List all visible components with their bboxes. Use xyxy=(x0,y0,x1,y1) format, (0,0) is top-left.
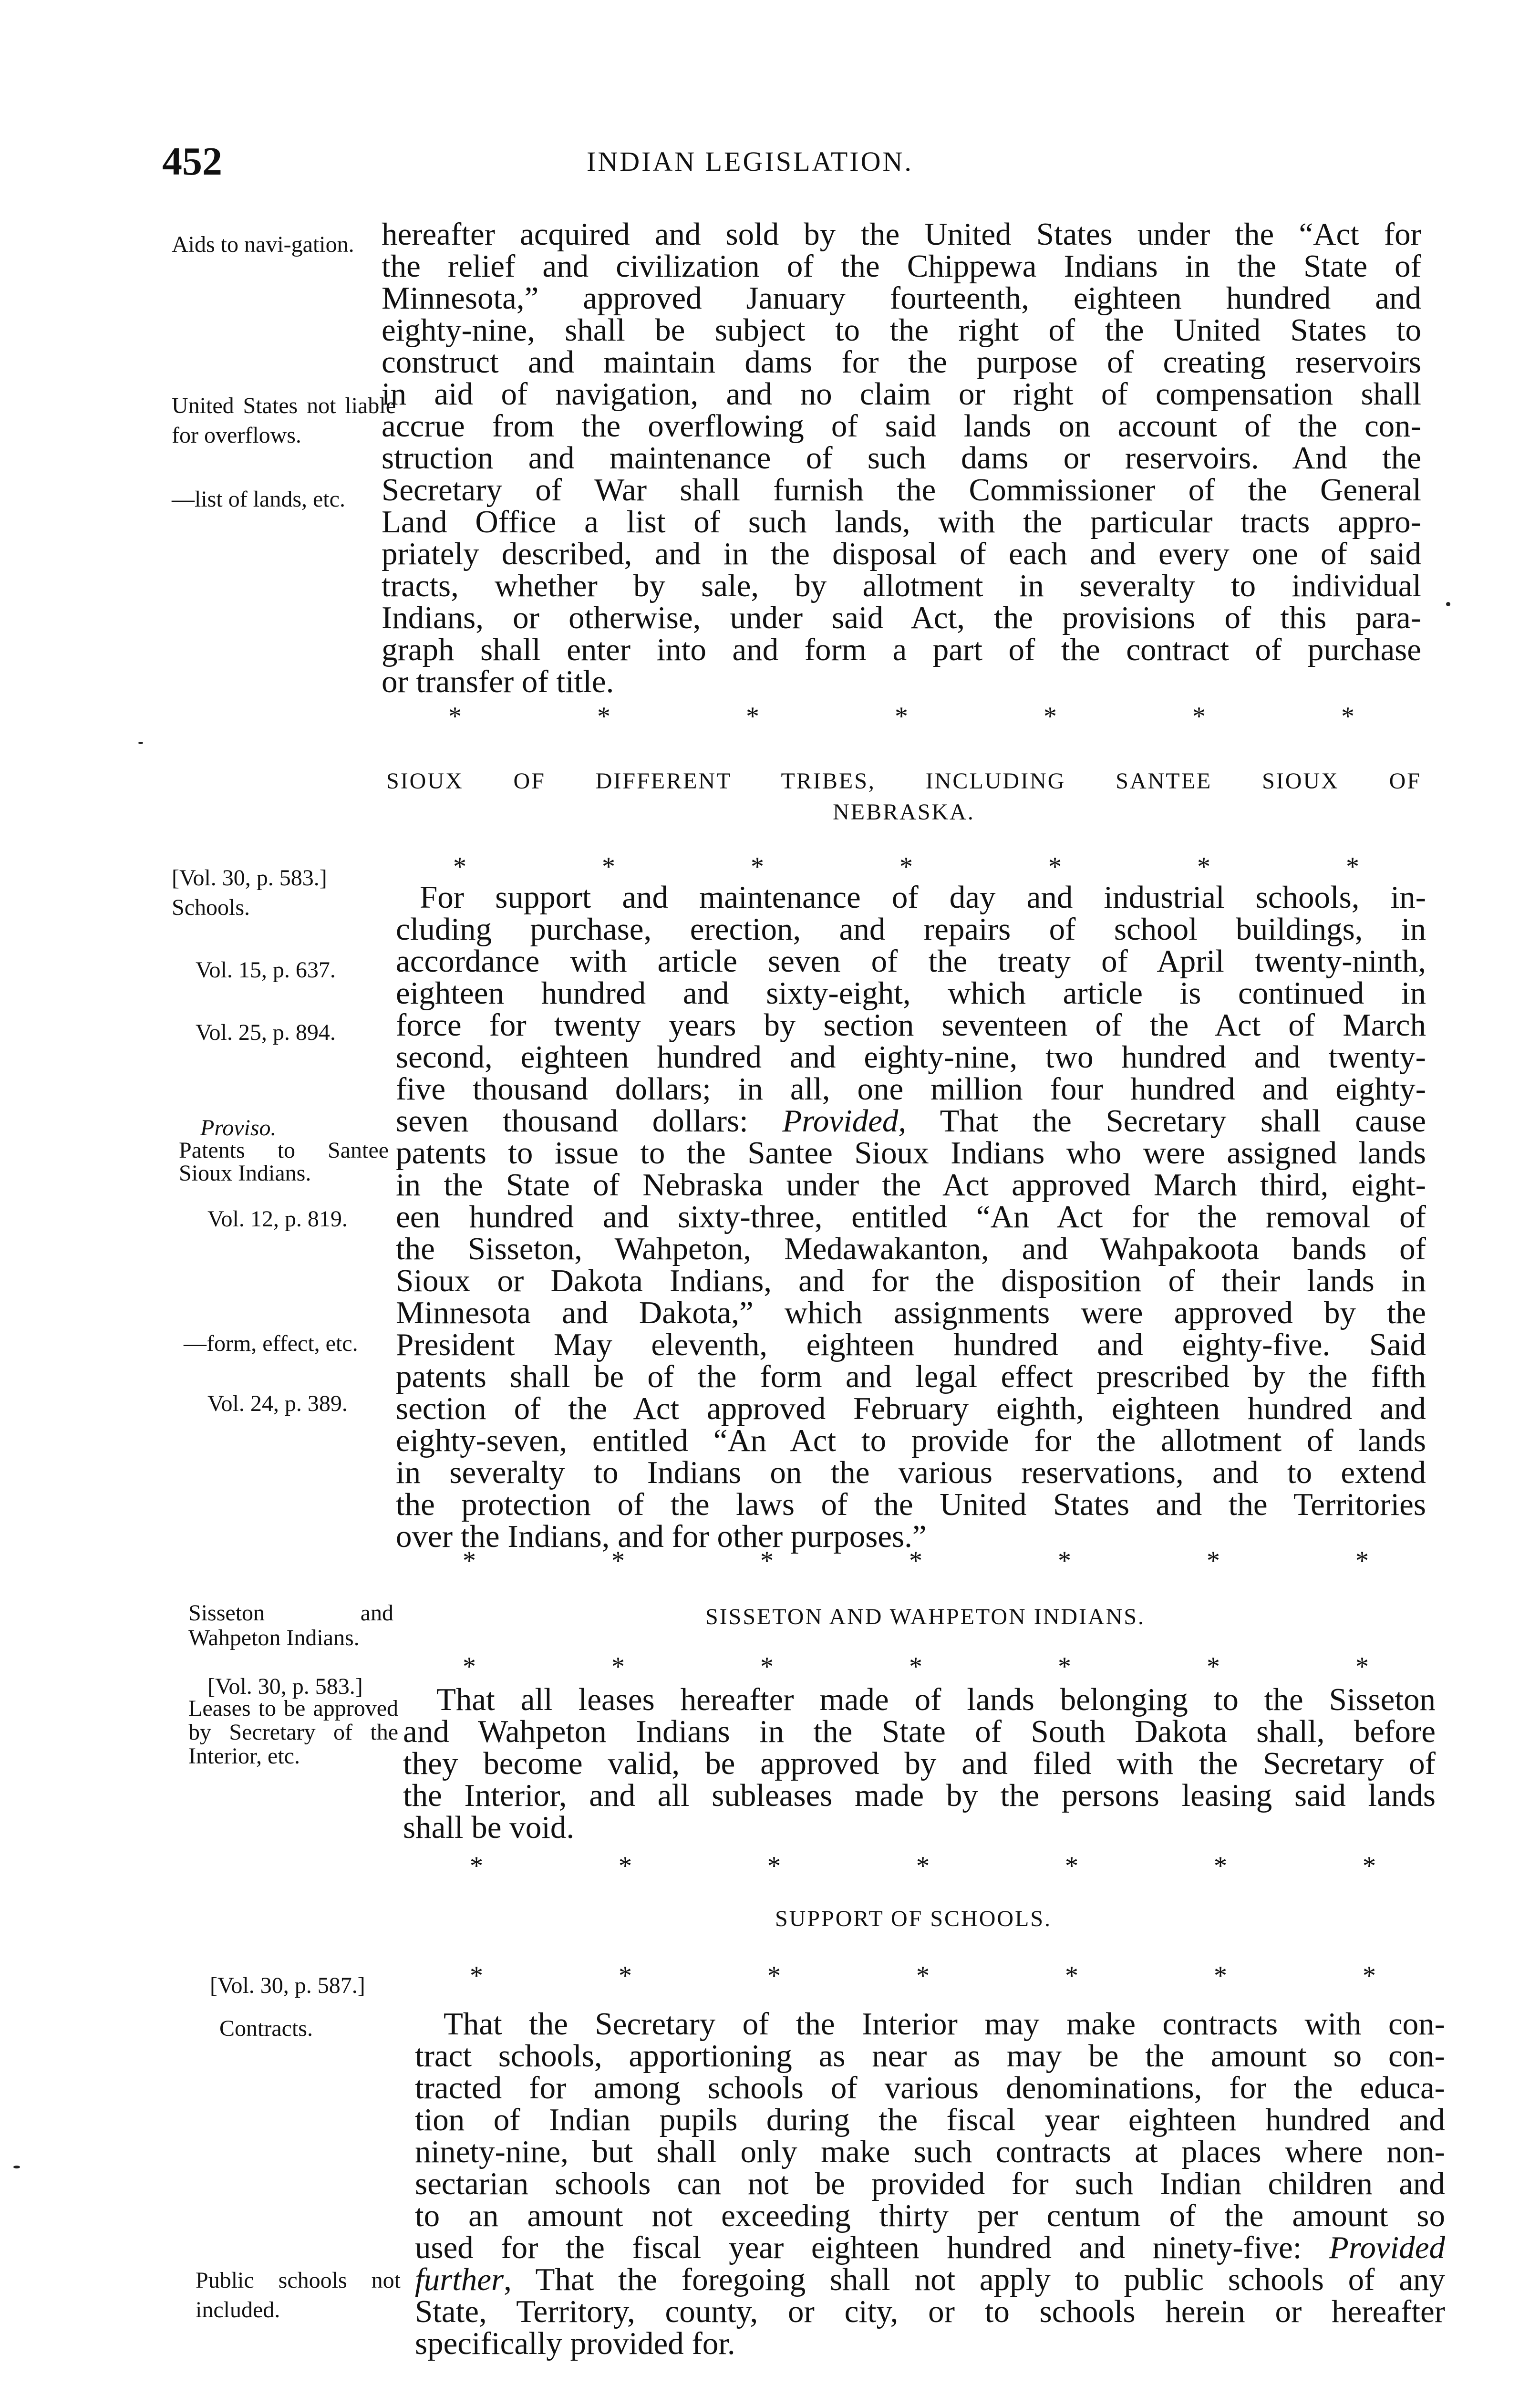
margin-note-vol-ref: [Vol. 30, p. 583.] xyxy=(172,865,327,891)
text-line: the protection of the laws of the United States and the Territories xyxy=(396,1487,1426,1522)
provided-italic: Provided xyxy=(1329,2230,1446,2265)
text-line: patents shall be of the form and legal effect prescribed by the fifth xyxy=(396,1359,1426,1394)
text-line: tracted for among schools of various denominations, for the educa- xyxy=(415,2070,1445,2105)
text-line: een hundred and sixty-three, entitled “An Act for the removal of xyxy=(396,1199,1426,1234)
text-line: Minnesota and Dakota,” which assignments were approved by the xyxy=(396,1295,1426,1330)
margin-note-not-liable: United States not liable for overflows. xyxy=(172,393,396,448)
text-line: to an amount not exceeding thirty per centum of the amount so xyxy=(415,2198,1445,2233)
text-line: force for twenty years by section seventeen of the Act of March xyxy=(396,1007,1426,1043)
text-line: in severalty to Indians on the various reservations, and to extend xyxy=(396,1455,1426,1490)
margin-note-form-effect: —form, effect, etc. xyxy=(184,1331,358,1356)
scan-speck xyxy=(13,2166,20,2168)
margin-note-leases: Leases to be approved by Secretary of the Interior, etc. xyxy=(188,1696,398,1769)
text-line: and Wahpeton Indians in the State of South Dakota shall, before xyxy=(403,1714,1436,1749)
page-number: 452 xyxy=(162,139,222,184)
text-line: second, eighteen hundred and eighty-nine, two hundred and twenty- xyxy=(396,1039,1426,1075)
text-line: shall be void. xyxy=(403,1810,575,1845)
text-line: eighteen hundred and sixty-eight, which article is continued in xyxy=(396,975,1426,1011)
text-line: tract schools, apportioning as near as may be the amount so con- xyxy=(415,2038,1445,2074)
paragraph-sioux-schools xyxy=(396,881,1426,1553)
text-line: they become valid, be approved by and filed with the Secretary of xyxy=(403,1746,1436,1781)
text-line: ninety-nine, but shall only make such contracts at places where non- xyxy=(415,2134,1445,2169)
text-line: Indians, or otherwise, under said Act, the provisions of this para- xyxy=(382,600,1421,635)
text-line: construct and maintain dams for the purpose of creating reservoirs xyxy=(382,344,1421,380)
scan-speck xyxy=(138,742,143,744)
text-line: in aid of navigation, and no claim or right of compensation shall xyxy=(382,376,1421,412)
text-line: eighty-seven, entitled “An Act to provide for the allotment of lands xyxy=(396,1423,1426,1458)
margin-note-vol-12: Vol. 12, p. 819. xyxy=(207,1206,348,1232)
text-line: or transfer of title. xyxy=(382,664,614,699)
text-line: accrue from the overflowing of said lands on account of the con- xyxy=(382,408,1421,444)
text-line: patents to issue to the Santee Sioux Indians who were assigned lands xyxy=(396,1135,1426,1171)
margin-note-vol-ref: [Vol. 30, p. 587.] xyxy=(210,1973,365,1998)
text-line: priately described, and in the disposal of each and every one of said xyxy=(382,536,1421,571)
margin-note-vol-25: Vol. 25, p. 894. xyxy=(196,1020,336,1045)
text-fragment: used for the fiscal year eighteen hundred and ninety-five: xyxy=(415,2230,1302,2265)
section-heading-sioux-line2: NEBRASKA. xyxy=(833,799,975,825)
paragraph-contract-schools xyxy=(415,2008,1445,2360)
margin-note-public-schools: Public schools not included. xyxy=(196,2268,401,2323)
provided-italic: Provided, xyxy=(782,1103,907,1139)
margin-note-contracts: Contracts. xyxy=(219,2016,313,2041)
running-head: INDIAN LEGISLATION. xyxy=(587,146,913,177)
ellipsis-stars: * * * * * * * xyxy=(470,1961,1376,1991)
ellipsis-stars: * * * * * * * xyxy=(448,702,1354,731)
margin-note-vol-15: Vol. 15, p. 637. xyxy=(196,957,336,983)
text-line: Secretary of War shall furnish the Commissioner of the General xyxy=(382,472,1421,508)
text-line: struction and maintenance of such dams or reservoirs. And the xyxy=(382,440,1421,476)
margin-note-aids-navigation: Aids to navi-gation. xyxy=(172,232,354,257)
ellipsis-stars: * * * * * * * xyxy=(463,1652,1369,1681)
text-line: eighty-nine, shall be subject to the right of the United States to xyxy=(382,312,1421,348)
text-line-proviso xyxy=(396,1105,1426,1137)
scan-speck xyxy=(1446,602,1450,606)
paragraph-sisseton-leases xyxy=(403,1684,1436,1844)
text-line: Sioux or Dakota Indians, and for the disposition of their lands in xyxy=(396,1263,1426,1298)
text-fragment: , That the foregoing shall not apply to public schools of any xyxy=(504,2262,1445,2297)
margin-note-vol-ref: [Vol. 30, p. 583.] xyxy=(207,1674,363,1699)
text-line: Minnesota,” approved January fourteenth, eighteen hundred and xyxy=(382,280,1421,316)
section-heading-sisseton: SISSETON AND WAHPETON INDIANS. xyxy=(705,1604,1146,1629)
text-line: in the State of Nebraska under the Act approved March third, eight- xyxy=(396,1167,1426,1203)
text-line: graph shall enter into and form a part of the contract of purchase xyxy=(382,632,1421,667)
margin-note-list-of-lands: —list of lands, etc. xyxy=(172,487,345,512)
text-line: accordance with article seven of the treaty of April twenty-ninth, xyxy=(396,944,1426,979)
text-line: That all leases hereafter made of lands belonging to the Sisseton xyxy=(436,1682,1436,1717)
ellipsis-stars: * * * * * * * xyxy=(463,1546,1369,1576)
text-fragment: That the Secretary shall cause xyxy=(906,1103,1426,1139)
text-line: tracts, whether by sale, by allotment in severalty to individual xyxy=(382,568,1421,603)
paragraph-chippewa-lands xyxy=(382,218,1421,698)
text-line: For support and maintenance of day and industrial schools, in- xyxy=(420,880,1426,915)
section-heading-support-of-schools: SUPPORT OF SCHOOLS. xyxy=(775,1906,1052,1931)
margin-note-vol-24: Vol. 24, p. 389. xyxy=(207,1391,348,1416)
margin-note-sisseton: Sisseton and Wahpeton Indians. xyxy=(188,1600,393,1650)
ellipsis-stars: * * * * * * * xyxy=(453,852,1359,881)
text-line: sectarian schools can not be provided for such Indian children and xyxy=(415,2166,1445,2201)
text-line: That the Secretary of the Interior may make contracts with con- xyxy=(444,2006,1445,2042)
text-line: five thousand dollars; in all, one million four hundred and eighty- xyxy=(396,1071,1426,1107)
text-line: section of the Act approved February eighth, eighteen hundred and xyxy=(396,1391,1426,1426)
margin-note-patents: Patents to Santee Sioux Indians. xyxy=(179,1138,389,1186)
text-line: the relief and civilization of the Chippewa Indians in the State of xyxy=(382,249,1421,284)
text-line-proviso xyxy=(415,2264,1445,2296)
text-line: the Interior, and all subleases made by the persons leasing said lands xyxy=(403,1778,1436,1813)
text-line: over the Indians, and for other purposes.” xyxy=(396,1519,927,1554)
text-line: the Sisseton, Wahpeton, Medawakanton, and Wahpakoota bands of xyxy=(396,1231,1426,1266)
text-fragment: seven thousand dollars: xyxy=(396,1103,748,1139)
text-line: tion of Indian pupils during the fiscal year eighteen hundred and xyxy=(415,2102,1445,2137)
text-line-proviso xyxy=(415,2232,1445,2264)
text-line: State, Territory, county, or city, or to schools herein or hereafter xyxy=(415,2294,1445,2329)
text-line: cluding purchase, erection, and repairs of school buildings, in xyxy=(396,912,1426,947)
margin-note-schools: Schools. xyxy=(172,895,250,920)
text-line: Land Office a list of such lands, with the particular tracts appro- xyxy=(382,504,1421,539)
ellipsis-stars: * * * * * * * xyxy=(470,1851,1376,1881)
text-line: specifically provided for. xyxy=(415,2326,735,2361)
margin-note-proviso: Proviso. xyxy=(200,1115,277,1141)
section-heading-sioux: SIOUX OF DIFFERENT TRIBES, INCLUDING SANTEE SIOUX OF xyxy=(386,768,1421,794)
further-italic: further xyxy=(415,2262,504,2297)
text-line: President May eleventh, eighteen hundred and eighty-five. Said xyxy=(396,1327,1426,1362)
text-line: hereafter acquired and sold by the United States under the “Act for xyxy=(382,217,1421,252)
